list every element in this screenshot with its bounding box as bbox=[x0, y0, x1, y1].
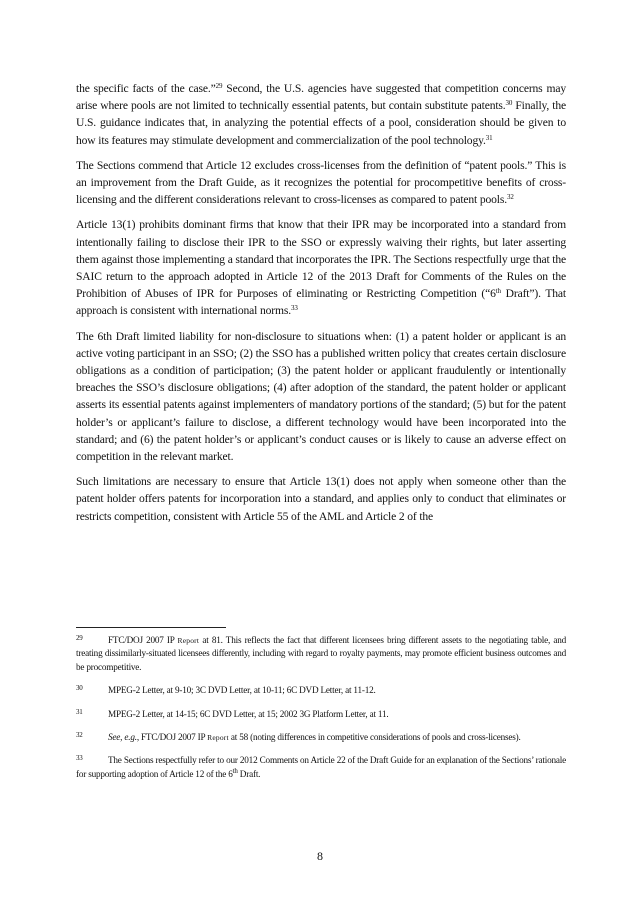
text: Draft. bbox=[237, 768, 261, 779]
text: MPEG-2 Letter, at 14-15; 6C DVD Letter, at 15; 2002 3G Platform Letter, at 11. bbox=[108, 708, 389, 719]
page-number: 8 bbox=[317, 849, 323, 863]
footnote-ref-30[interactable]: 30 bbox=[505, 99, 513, 108]
text: Article 13(1) prohibits dominant firms that know that their IPR may be incorporated into a standard from intentionally failing to disclose their IPR to the SSO or expressly waiving their rights, but later asserting them against those implementing a standard that incorporates the IPR. The Sections respectfully urge that the SAIC return to the approach adopted in Article 12 of the 2013 Draft for Comments of the Rules on the Prohibition of Abuses of IPR for Purposes of eliminating or Restricting Competition (“6 bbox=[76, 218, 566, 301]
text: at 58 (noting differences in competitive considerations of pools and cross-licenses). bbox=[228, 732, 521, 743]
text: Second, the U.S. agencies have suggested that competition concerns may arise where pools are not limited to technically essential patents, but contain substitute patents. bbox=[76, 82, 566, 113]
text: , FTC/DOJ 2007 IP bbox=[136, 732, 208, 743]
text: FTC/DOJ 2007 IP bbox=[108, 635, 178, 645]
footnote-ref-33[interactable]: 33 bbox=[290, 304, 298, 313]
text: the specific facts of the case.” bbox=[76, 82, 216, 95]
paragraph-cross-licenses bbox=[76, 157, 566, 209]
text: Finally, the U.S. guidance indicates that, in analyzing the potential effects of a pool, consideration should be given to how its features may stimulate development and commercialization of the pool technology. bbox=[76, 99, 566, 147]
text: MPEG-2 Letter, at 9-10; 3C DVD Letter, at 10-11; 6C DVD Letter, at 11-12. bbox=[108, 685, 376, 696]
footnote-ref-31[interactable]: 31 bbox=[485, 133, 493, 142]
text: The Sections commend that Article 12 excludes cross-licenses from the definition of “patent pools.” This is an improvement from the Draft Guide, as it recognizes the potential for procompetitive benefits of cross-licensing and the different considerations relevant to cross-licenses as compared to patent pools. bbox=[76, 158, 566, 207]
text: at 81. This reflects the fact that different licensees bring different assets to the negotiating table, and treating dissimilarly-situated licensees differently, including with regard to royalty payments, may promote efficient business outcomes and be procompetitive. bbox=[76, 635, 566, 672]
text: The Sections respectfully refer to our 2012 Comments on Article 22 of the Draft Guide for an explanation of the Sections’ rationale for supporting adoption of Article 12 of the 6 bbox=[76, 755, 566, 779]
paragraph-6th-draft-limits: The 6th Draft limited liability for non-disclosure to situations when: (1) a patent holder or applicant is an active voting participant in an SSO; (2) the SSO has a published written policy that creates certain disclosure obligations as a condition of participation; (3) the patent holder or applicant fraudulently or intentionally breaches the SSO’s disclosure obligations; (4) after adoption of the standard, the patent holder or applicant asserts its essential patents against implementers of mandatory portions of the standard; (5) but for the patent holder’s or applicant’s failure to disclose, a different technology would have been incorporated into the standard; and (6) the patent holder’s or applicant’s conduct causes or is likely to cause an adverse effect on competition in the relevant market. bbox=[76, 329, 566, 464]
paragraph-pool-guidance bbox=[76, 80, 566, 149]
footnote-32: 32 See, e.g., FTC/DOJ 2007 IP Report at 58 (noting differences in competitive considerations of pools and cross-licenses). bbox=[76, 731, 521, 743]
paragraph-article-13-1 bbox=[76, 216, 566, 319]
main-body bbox=[76, 80, 566, 533]
footnote-ref-32[interactable]: 32 bbox=[507, 193, 514, 202]
small-caps-text: Report bbox=[207, 733, 229, 743]
footnote-31: 31 MPEG-2 Letter, at 14-15; 6C DVD Letter, at 15; 2002 3G Platform Letter, at 11. bbox=[76, 707, 389, 719]
superscript: th bbox=[232, 766, 238, 775]
footnote-divider bbox=[76, 627, 226, 628]
paragraph-limitations: Such limitations are necessary to ensure that Article 13(1) does not apply when someone other than the patent holder offers patents for incorporation into a standard, and applies only to conduct that eliminates or restricts competition, consistent with Article 55 of the AML and Article 2 of the bbox=[76, 475, 566, 523]
footnote-ref-29[interactable]: 29 bbox=[215, 82, 223, 90]
footnote-30: 30 MPEG-2 Letter, at 9-10; 3C DVD Letter, at 10-11; 6C DVD Letter, at 11-12. bbox=[76, 684, 376, 696]
small-caps-text: Report bbox=[177, 636, 200, 645]
text: Draft”). That approach is consistent with international norms. bbox=[76, 287, 566, 318]
superscript: th bbox=[495, 287, 501, 296]
footnotes bbox=[76, 634, 566, 791]
footnote-33: 33 The Sections respectfully refer to our 2012 Comments on Article 22 of the Draft Guide for an explanation of the Sections’ rationale for supporting adoption of Article 12 of the 6th Draft. bbox=[76, 754, 566, 779]
italic-text: See, e.g. bbox=[108, 732, 137, 743]
footnote-29: 29 FTC/DOJ 2007 IP Report at 81. This reflects the fact that different licensees bring different assets to the negotiating table, and treating dissimilarly-situated licensees differently, including with regard to royalty payments, may promote efficient business outcomes and be procompetitive. bbox=[76, 634, 566, 672]
